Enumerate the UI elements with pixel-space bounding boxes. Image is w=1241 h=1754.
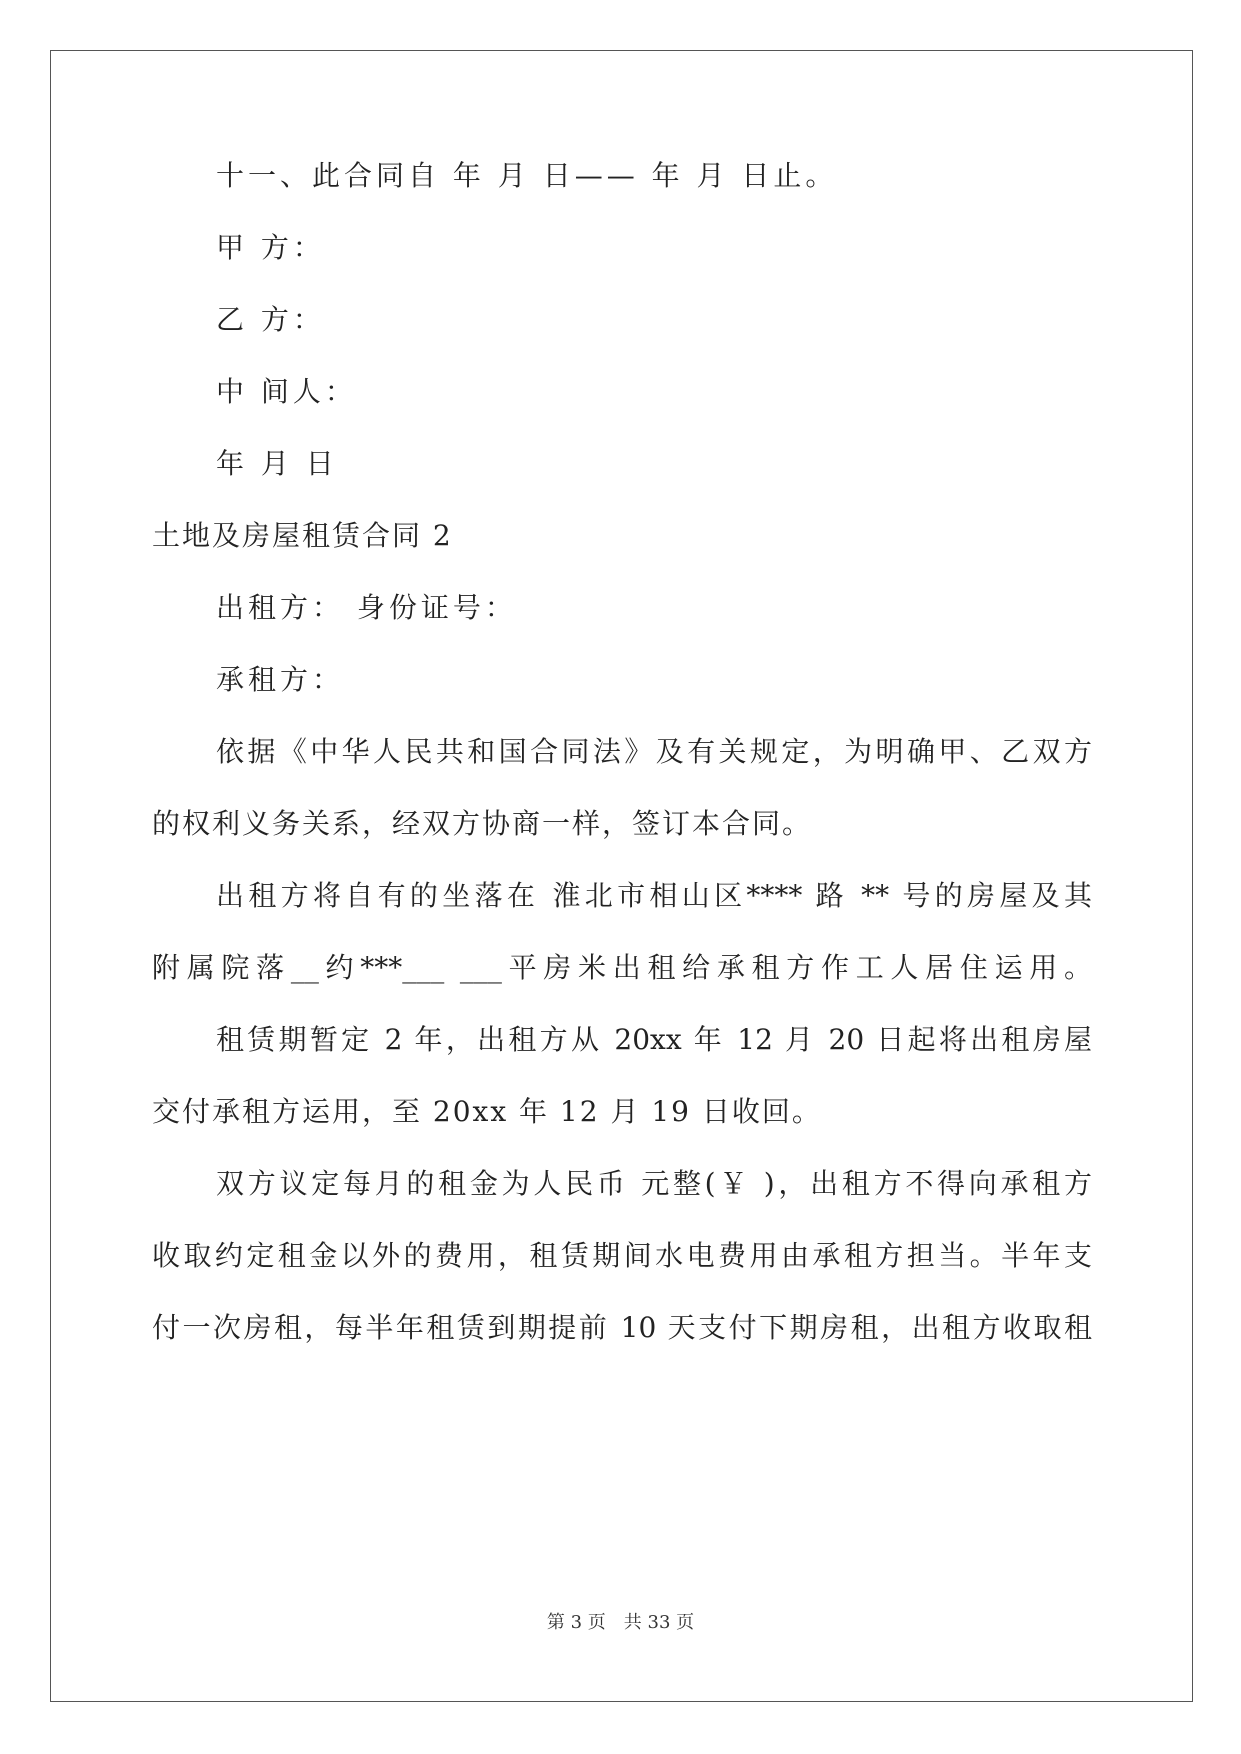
lessee-line: 承租方： (216, 663, 345, 696)
paragraph-rent-line-3: 付一次房租，每半年租赁到期提前 10 天支付下期房租，出租方收取租 (152, 1311, 1092, 1344)
page-footer: 第 3 页 共 33 页 (546, 1612, 695, 1633)
paragraph-term-line-1: 租赁期暂定 2 年，出租方从 20xx 年 12 月 20 日起将出租房屋 (216, 1023, 1092, 1056)
paragraph-rent-line-2: 收取约定租金以外的费用，租赁期间水电费用由承租方担当。半年支 (152, 1239, 1092, 1272)
lessor-line: 出租方： 身份证号： (216, 591, 517, 624)
party-a-signature-line: 甲 方： (216, 231, 325, 264)
paragraph-property-line-1: 出租方将自有的坐落在 淮北市相山区**** 路 ** 号的房屋及其 (216, 879, 1092, 912)
paragraph-basis-line-1: 依据《中华人民共和国合同法》及有关规定，为明确甲、乙双方 (216, 735, 1092, 768)
intermediary-signature-line: 中 间人： (216, 375, 357, 408)
clause-eleven-term: 十一、此合同自 年 月 日—— 年 月 日止。 (216, 159, 838, 192)
paragraph-rent-line-1: 双方议定每月的租金为人民币 元整(￥ )，出租方不得向承租方 (216, 1167, 1092, 1200)
date-line: 年 月 日 (216, 447, 338, 480)
paragraph-basis-line-2: 的权利义务关系，经双方协商一样，签订本合同。 (152, 807, 813, 840)
contract-title: 土地及房屋租赁合同 2 (152, 519, 453, 552)
party-b-signature-line: 乙 方： (216, 303, 325, 336)
paragraph-term-line-2: 交付承租方运用，至 20xx 年 12 月 19 日收回。 (152, 1095, 822, 1128)
paragraph-property-line-2: 附属院落__约***___ ___平房米出租给承租方作工人居住运用。 (152, 951, 1092, 984)
